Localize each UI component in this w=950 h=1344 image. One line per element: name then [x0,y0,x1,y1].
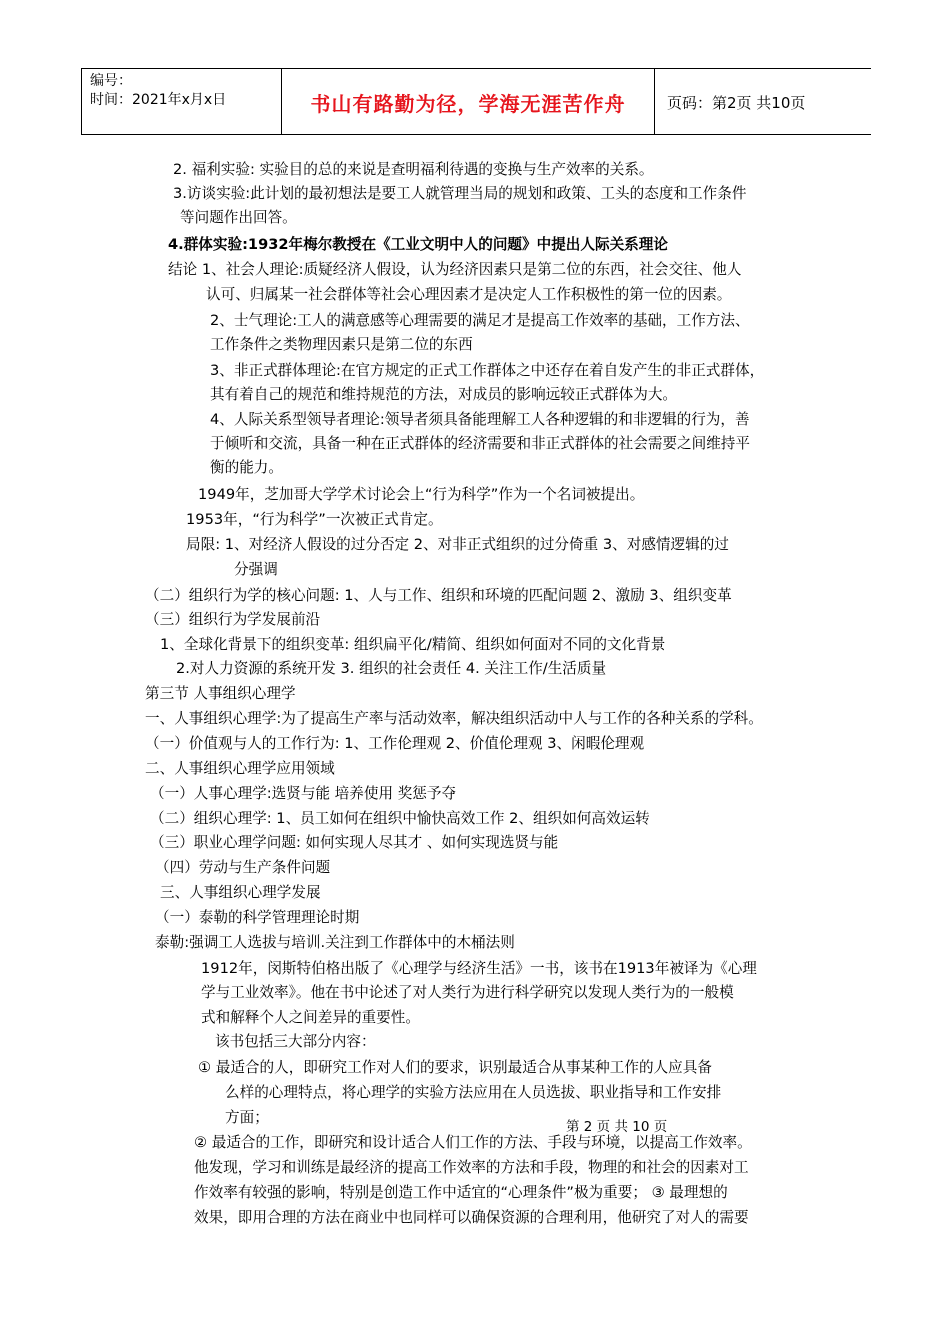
text-line: 4、人际关系型领导者理论:领导者须具备能理解工人各种逻辑的和非逻辑的行为，善 [210,411,750,428]
text-line: 2、士气理论:工人的满意感等心理需要的满足才是提高工作效率的基础，工作方法、 [210,312,750,329]
time-label: 时间：2021年x月x日 [90,92,227,108]
text-line: 一、人事组织心理学:为了提高生产率与活动效率，解决组织活动中人与工作的各种关系的学科。 [145,710,763,727]
text-line: 泰勒:强调工人选拔与培训.关注到工作群体中的木桶法则 [155,934,515,951]
number-label: 编号： [90,73,132,89]
text-line: 三、人事组织心理学发展 [160,884,321,901]
text-line: （二）组织心理学: 1、员工如何在组织中愉快高效工作 2、组织如何高效运转 [150,810,650,827]
page-label: 页码：第2页 共10页 [667,94,806,112]
motto: 书山有路勤为径，学海无涯苦作舟 [310,92,626,116]
text-line: 式和解释个人之间差异的重要性。 [201,1009,420,1026]
text-line: 局限: 1、对经济人假设的过分否定 2、对非正式组织的过分倚重 3、对感情逻辑的过 [186,536,729,553]
text-line: 1949年，芝加哥大学学术讨论会上“行为科学”作为一个名词被提出。 [198,486,645,503]
header-table [81,68,871,135]
section-heading: 第三节 人事组织心理学 [145,685,296,702]
text-line: 么样的心理特点，将心理学的实验方法应用在人员选拔、职业指导和工作安排 [225,1084,722,1101]
text-line: （三）组织行为学发展前沿 [145,611,321,628]
text-line: 工作条件之类物理因素只是第二位的东西 [210,336,473,353]
text-line: 2.对人力资源的系统开发 3. 组织的社会责任 4. 关注工作/生活质量 [176,660,607,677]
text-line: 认可、归属某一社会群体等社会心理因素才是决定人工作积极性的第一位的因素。 [206,286,732,303]
text-line: 学与工业效率》。他在书中论述了对人类行为进行科学研究以发现人类行为的一般模 [201,984,734,1001]
text-line: 等问题作出回答。 [180,209,297,226]
text-line: 二、人事组织心理学应用领域 [145,760,335,777]
text-line: 1912年，闵斯特伯格出版了《心理学与经济生活》一书，该书在1913年被译为《心理 [201,960,757,977]
text-line: ② 最适合的工作，即研究和设计适合人们工作的方法、手段与环境，以提高工作效率。 [194,1134,752,1151]
header-left-cell [82,69,282,134]
text-line: （三）职业心理学问题: 如何实现人尽其才 、如何实现选贤与能 [150,834,559,851]
header-page-cell [655,69,872,134]
text-line: 效果，即用合理的方法在商业中也同样可以确保资源的合理利用，他研究了对人的需要 [194,1209,749,1226]
text-line: 该书包括三大部分内容： [215,1033,376,1050]
text-line: ① 最适合的人，即研究工作对人们的要求，识别最适合从事某种工作的人应具备 [198,1059,712,1076]
text-line: （一）价值观与人的工作行为: 1、工作伦理观 2、价值伦理观 3、闲暇伦理观 [145,735,645,752]
text-line: 4.群体实验:1932年梅尔教授在《工业文明中人的问题》中提出人际关系理论 [168,236,668,253]
text-line: 2. 福利实验: 实验目的总的来说是查明福利待遇的变换与生产效率的关系。 [173,161,654,178]
text-line: 方面； [225,1109,269,1126]
text-line: （四）劳动与生产条件问题 [155,859,331,876]
text-line: 衡的能力。 [210,459,283,476]
text-line: 分强调 [234,561,278,578]
text-line: 1、全球化背景下的组织变革: 组织扁平化/精简、组织如何面对不同的文化背景 [160,636,666,653]
text-line: （二）组织行为学的核心问题: 1、人与工作、组织和环境的匹配问题 2、激励 3、组织变革 [145,587,732,604]
text-line: （一）泰勒的科学管理理论时期 [155,909,360,926]
text-line: 其有着自己的规范和维持规范的方法，对成员的影响远较正式群体为大。 [210,386,678,403]
page-footer: 第 2 页 共 10 页 [566,1119,668,1135]
header-motto-cell [282,69,655,134]
text-line: 作效率有较强的影响，特别是创造工作中适宜的“心理条件”极为重要； ③ 最理想的 [194,1184,728,1201]
text-line: 结论 1、社会人理论:质疑经济人假设，认为经济因素只是第二位的东西，社会交往、他人 [168,261,742,278]
text-line: 于倾听和交流，具备一种在正式群体的经济需要和非正式群体的社会需要之间维持平 [210,435,750,452]
text-line: 3、非正式群体理论:在官方规定的正式工作群体之中还存在着自发产生的非正式群体， [210,362,765,379]
text-line: 1953年，“行为科学”一次被正式肯定。 [186,511,443,528]
text-line: 3.访谈实验:此计划的最初想法是要工人就管理当局的规划和政策、工头的态度和工作条件 [173,185,747,202]
text-line: （一）人事心理学:选贤与能 培养使用 奖惩予夺 [150,785,457,802]
text-line: 他发现，学习和训练是最经济的提高工作效率的方法和手段，物理的和社会的因素对工 [194,1159,749,1176]
